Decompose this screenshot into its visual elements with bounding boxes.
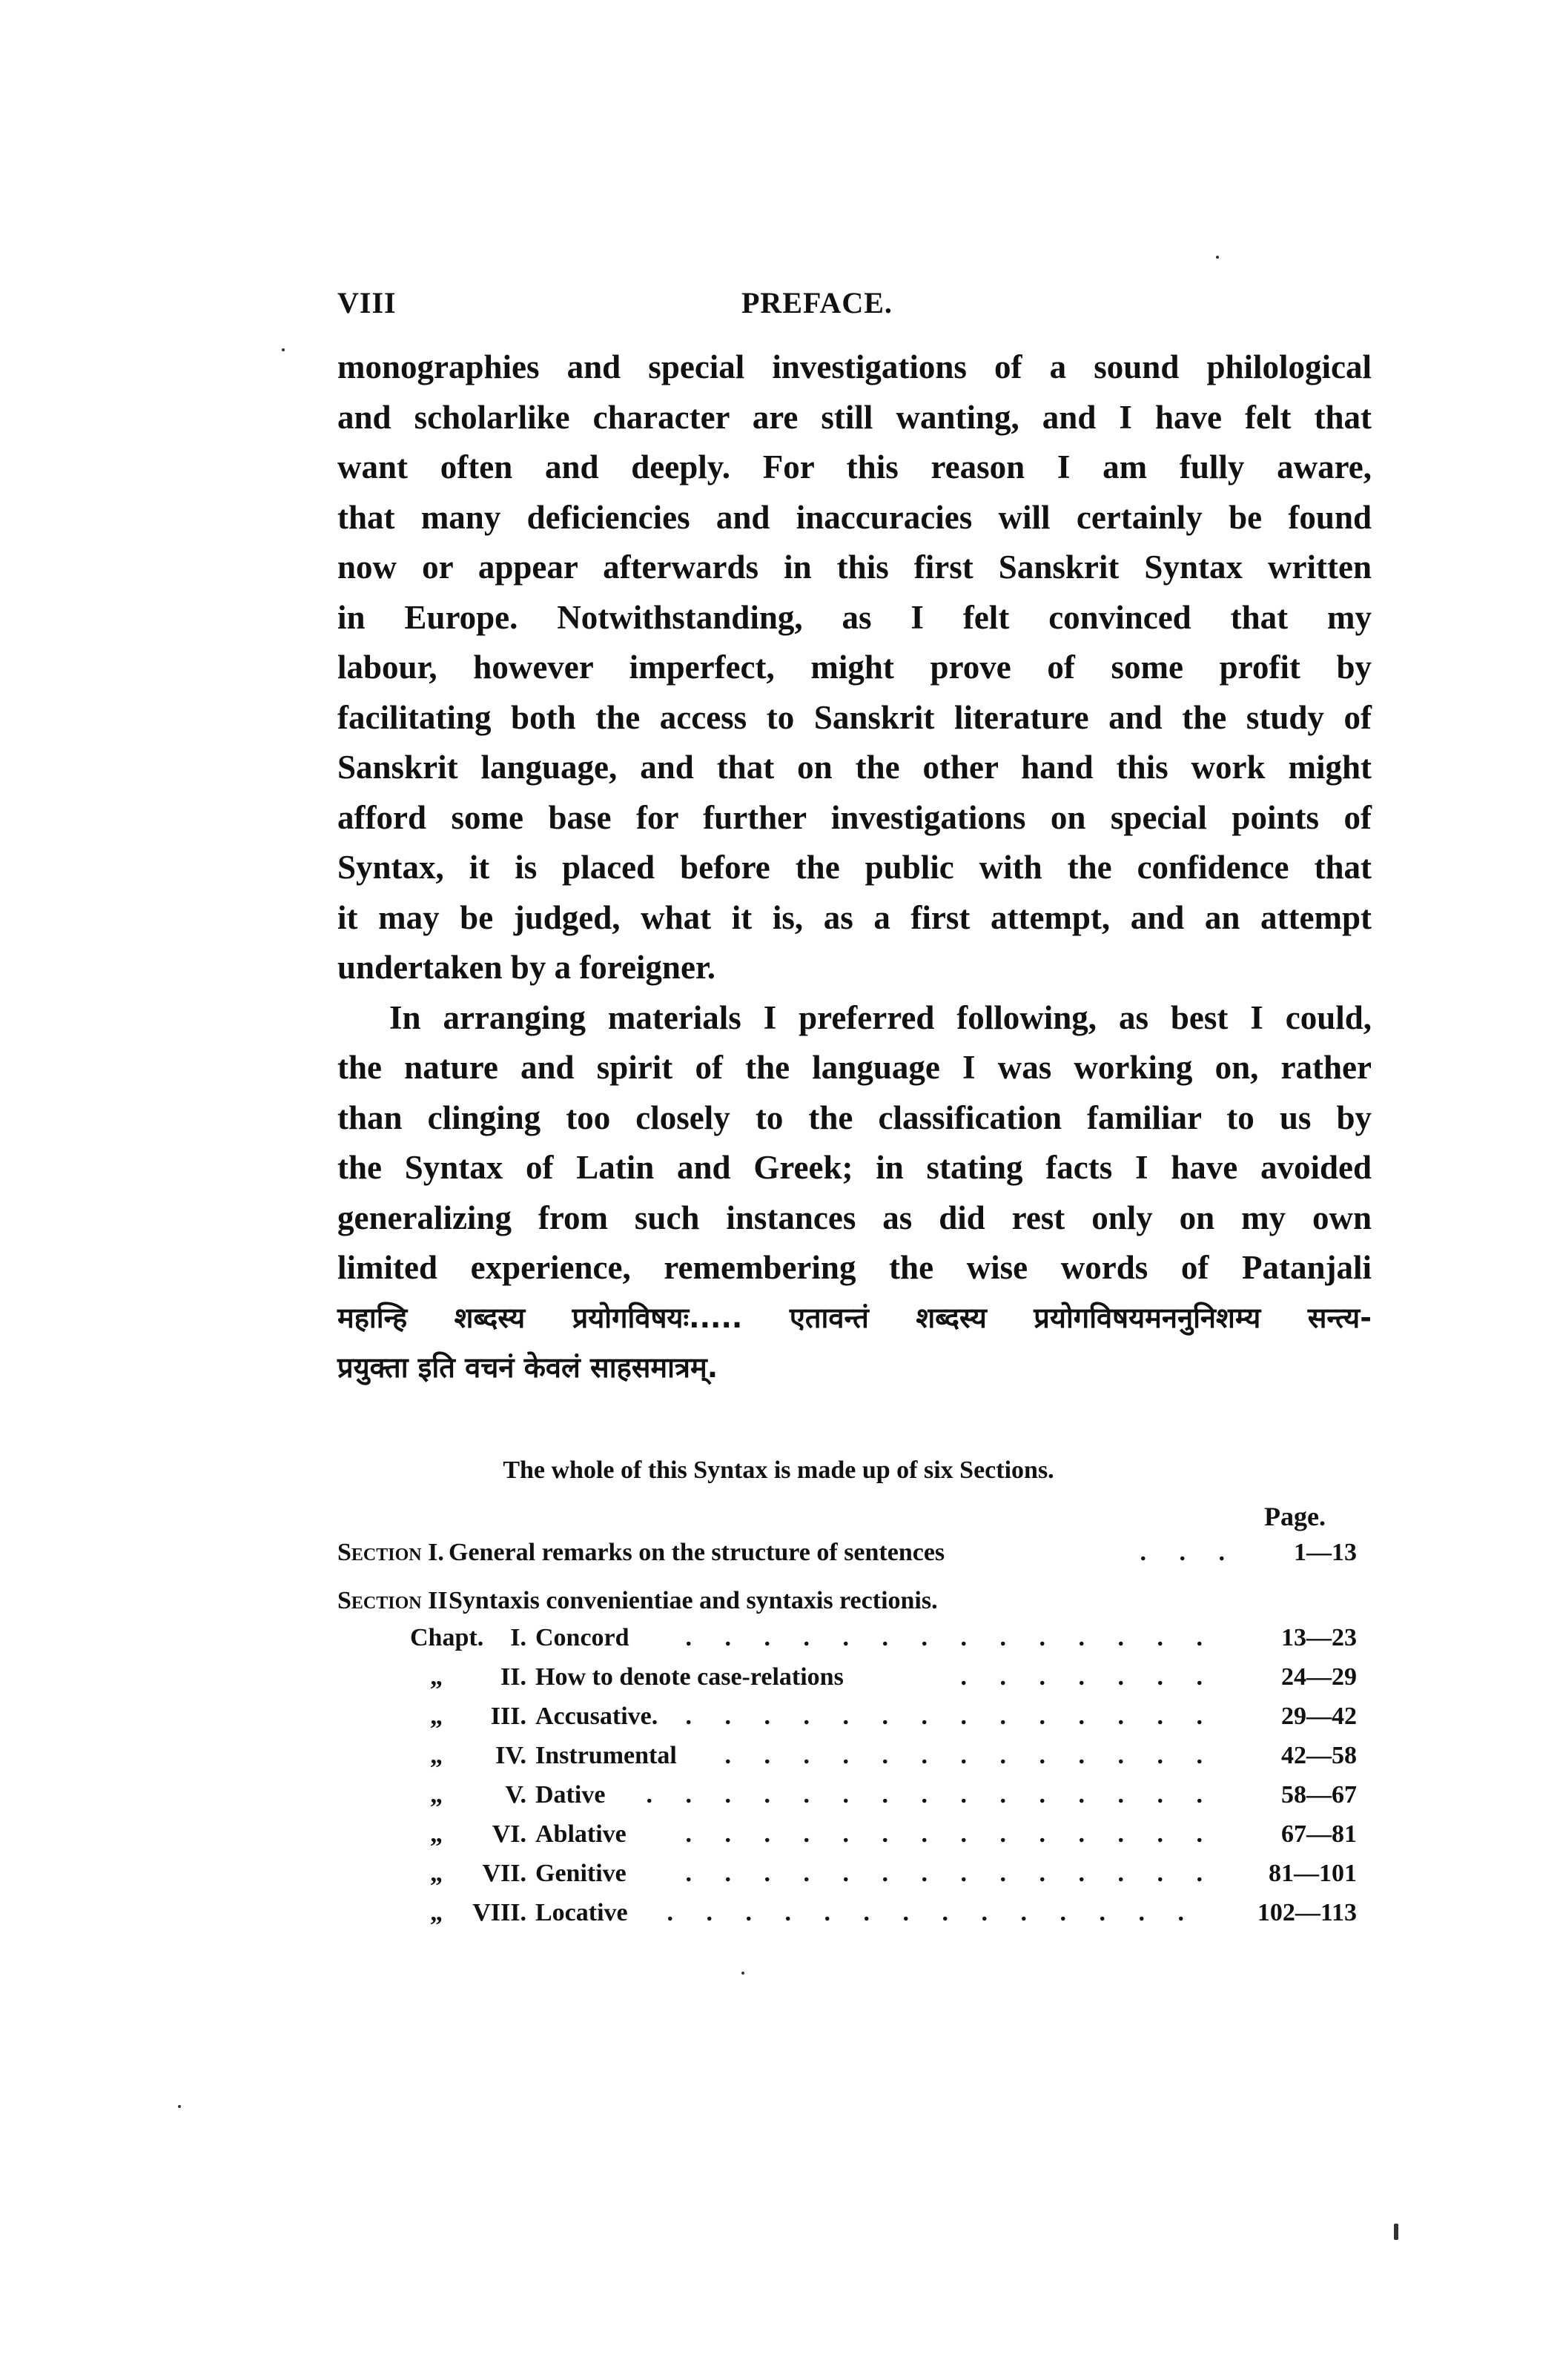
chapter-number: VIII.	[472, 1899, 526, 1926]
ditto-mark: „	[430, 1703, 443, 1730]
text-line: In arranging materials I preferred following, as best I could,	[389, 998, 1372, 1036]
section-title: General remarks on the structure of sentences	[449, 1539, 945, 1566]
page-column-heading: Page.	[1264, 1502, 1326, 1531]
contents-chapter	[337, 1698, 1357, 1735]
text-line: and scholarlike character are still wanting, and I have felt that	[337, 398, 1372, 436]
text-line: undertaken by a foreigner.	[337, 949, 716, 986]
chapter-pages: 29—42	[1281, 1703, 1357, 1730]
section-label: Section I.	[337, 1539, 444, 1566]
contents-chapter	[337, 1816, 1357, 1853]
contents-chapter	[337, 1659, 1357, 1696]
dot-leader: . . . . . . . . . . . . . .	[685, 1703, 1216, 1730]
running-title: PREFACE.	[741, 286, 893, 319]
text-line: labour, however imperfect, might prove of some profit by	[337, 649, 1372, 686]
sanskrit-quote-line: महान्हि शब्दस्य प्रयोगविषयः..... एतावन्तं शब्दस्य प्रयोगविषयमननुनिशम्य सन्त्य-	[337, 1301, 1372, 1334]
section-title: Syntaxis convenientiae and syntaxis rectionis.	[449, 1587, 938, 1614]
contents-chapter	[337, 1777, 1357, 1814]
contents-chapter	[337, 1737, 1357, 1774]
text-line: the nature and spirit of the language I was working on, rather	[337, 1049, 1372, 1086]
text-line: afford some base for further investigations on special points of	[337, 798, 1372, 836]
text-line: Sanskrit language, and that on the other hand this work might	[337, 749, 1372, 786]
chapter-pages: 81—101	[1269, 1860, 1357, 1887]
paper-speck	[1394, 2224, 1398, 2240]
sanskrit-quote-line: प्रयुक्ता इति वचनं केवलं साहसमात्रम्.	[337, 1351, 718, 1384]
text-line: it may be judged, what it is, as a first attempt, and an attempt	[337, 898, 1372, 936]
text-line: generalizing from such instances as did rest only on my own	[337, 1199, 1372, 1236]
ditto-mark: „	[430, 1663, 443, 1691]
ditto-mark: „	[430, 1742, 443, 1769]
section-pages: 1—13	[1294, 1539, 1357, 1566]
dot-leader: . . . . . . . . . . . . . .	[667, 1899, 1197, 1926]
chapter-title: Accusative.	[535, 1703, 658, 1730]
paper-speck	[178, 2105, 181, 2108]
chapter-pages: 67—81	[1281, 1820, 1357, 1848]
text-line: in Europe. Notwithstanding, as I felt convinced that my	[337, 598, 1372, 636]
dot-leader: . . . . . . . . . . . . .	[724, 1742, 1216, 1769]
contents-caption: The whole of this Syntax is made up of six Sections.	[503, 1456, 1054, 1484]
chapter-number: IV.	[495, 1742, 526, 1769]
chapt-label: Chapt.	[410, 1624, 484, 1651]
chapter-title: Concord	[535, 1624, 629, 1651]
paper-speck	[1216, 256, 1219, 259]
chapter-number: VII.	[482, 1860, 526, 1887]
chapter-title: Dative	[535, 1781, 606, 1809]
chapter-title: Genitive	[535, 1860, 627, 1887]
chapter-number: I.	[510, 1624, 526, 1651]
text-line: than clinging too closely to the classification familiar to us by	[337, 1098, 1372, 1136]
dot-leader: . . . . . . . . . . . . . .	[685, 1820, 1216, 1848]
chapter-pages: 58—67	[1281, 1781, 1357, 1809]
chapter-pages: 13—23	[1281, 1624, 1357, 1651]
chapter-number: V.	[505, 1781, 526, 1809]
text-line: monographies and special investigations of a sound philological	[337, 348, 1372, 385]
dot-leader: . . . . . . . . . . . . . .	[685, 1860, 1216, 1887]
contents-section-1	[337, 1534, 1357, 1571]
chapter-title: Ablative	[535, 1820, 627, 1848]
ditto-mark: „	[430, 1899, 443, 1926]
contents-chapter	[337, 1620, 1357, 1657]
dot-leader: . . . . . . .	[960, 1663, 1216, 1691]
chapter-number: VI.	[492, 1820, 526, 1848]
text-line: the Syntax of Latin and Greek; in stating facts I have avoided	[337, 1149, 1372, 1186]
text-line: facilitating both the access to Sanskrit literature and the study of	[337, 698, 1372, 736]
page-number: VIII	[337, 286, 397, 319]
text-line: that many deficiencies and inaccuracies will certainly be found	[337, 498, 1372, 536]
text-line: limited experience, remembering the wise words of Patanjali	[337, 1249, 1372, 1286]
text-line: want often and deeply. For this reason I am fully aware,	[337, 448, 1372, 485]
contents-chapter	[337, 1895, 1357, 1932]
chapter-pages: 102—113	[1257, 1899, 1357, 1926]
section-label: Section II	[337, 1587, 448, 1614]
contents-chapter	[337, 1855, 1357, 1892]
paper-speck	[282, 348, 285, 351]
contents-section-2	[337, 1582, 1357, 1620]
text-line: Syntax, it is placed before the public with the confidence that	[337, 849, 1372, 886]
chapter-pages: 42—58	[1281, 1742, 1357, 1769]
chapter-title: How to denote case-relations	[535, 1663, 844, 1691]
dot-leader: . . .	[1140, 1539, 1238, 1566]
text-line: now or appear afterwards in this first Sanskrit Syntax written	[337, 548, 1372, 586]
chapter-number: III.	[490, 1703, 526, 1730]
chapter-title: Locative	[535, 1899, 628, 1926]
chapter-number: II.	[500, 1663, 526, 1691]
dot-leader: . . . . . . . . . . . . . .	[685, 1624, 1216, 1651]
chapter-pages: 24—29	[1281, 1663, 1357, 1691]
ditto-mark: „	[430, 1820, 443, 1848]
dot-leader: . . . . . . . . . . . . . . .	[646, 1781, 1216, 1809]
ditto-mark: „	[430, 1781, 443, 1809]
paper-speck	[741, 1972, 744, 1975]
chapter-title: Instrumental	[535, 1742, 677, 1769]
ditto-mark: „	[430, 1860, 443, 1887]
preface-text	[337, 342, 1372, 1393]
